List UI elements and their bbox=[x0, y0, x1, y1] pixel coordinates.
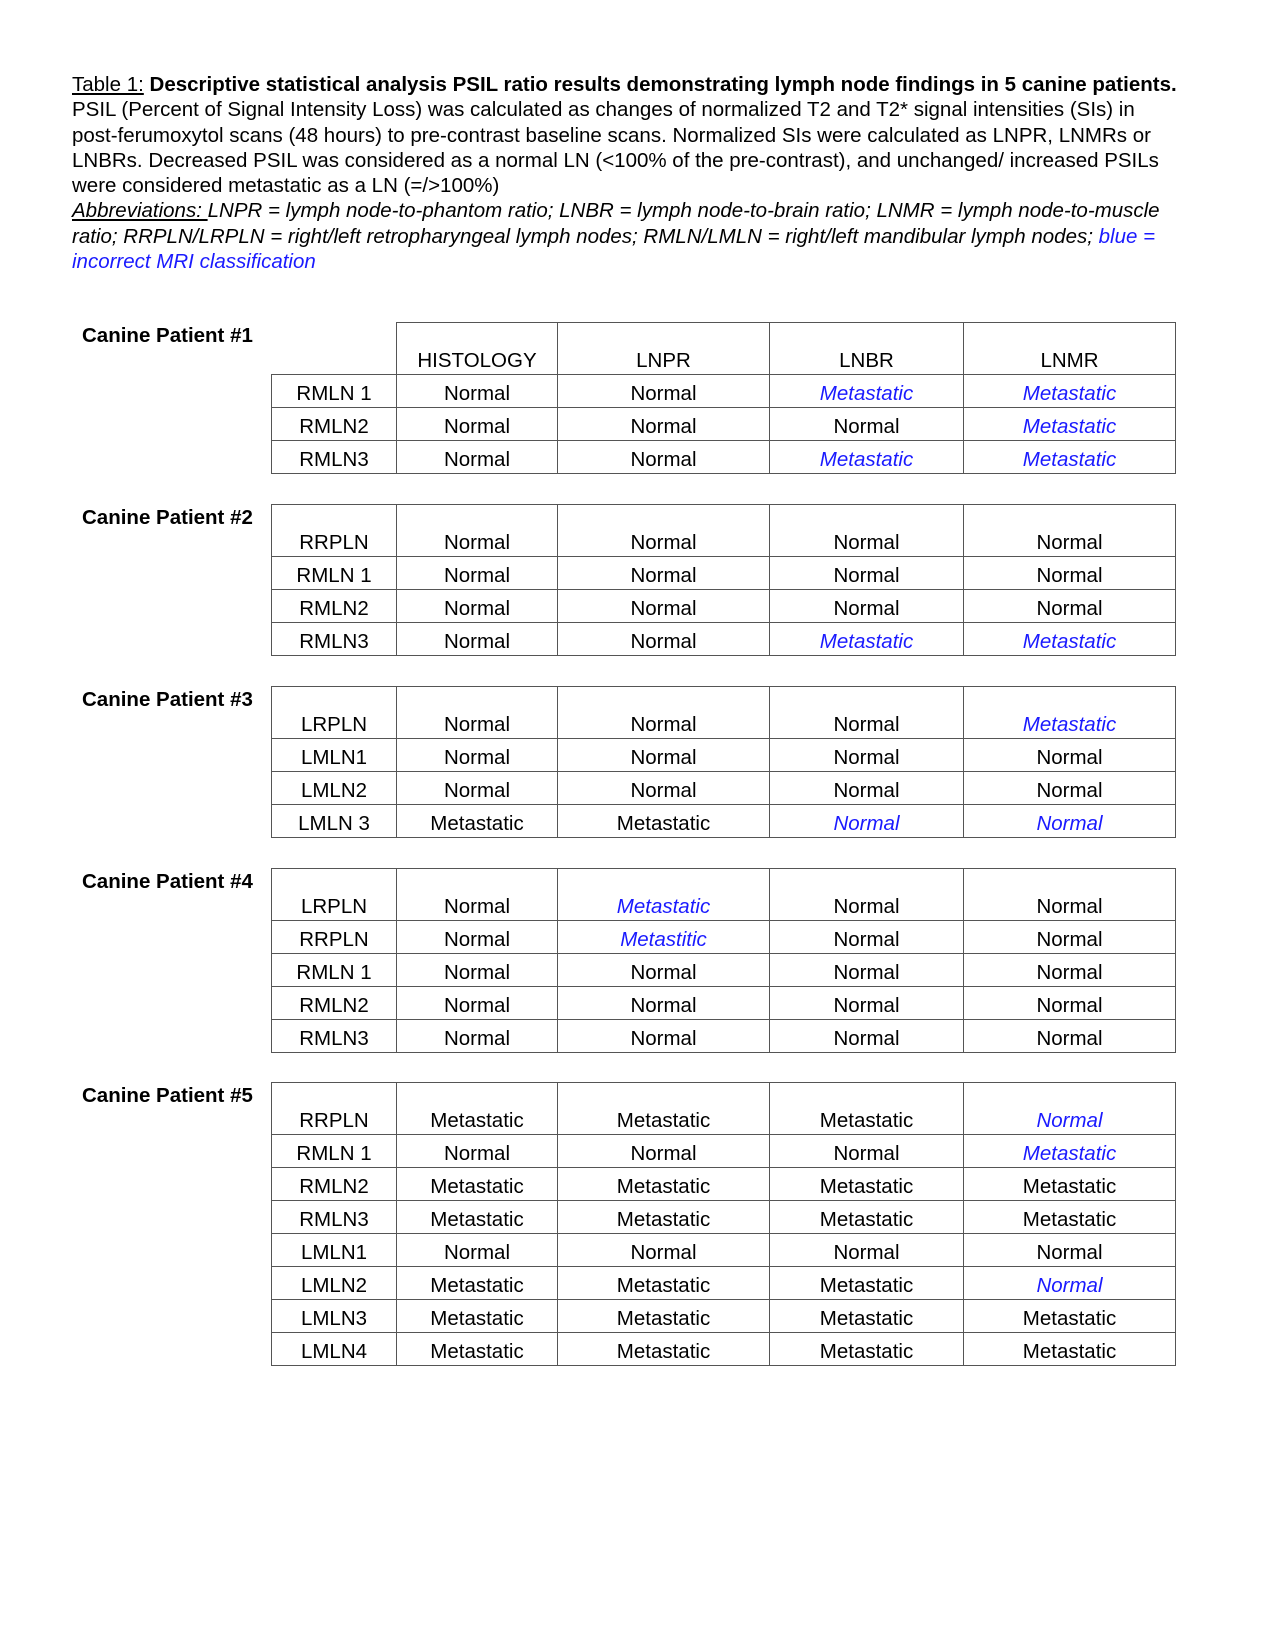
lymph-node-cell: RMLN 1 bbox=[272, 954, 397, 987]
lymph-node-cell: RMLN2 bbox=[272, 590, 397, 623]
lymph-node-cell: RMLN3 bbox=[272, 1201, 397, 1234]
patient-label: Canine Patient #1 bbox=[82, 324, 253, 347]
lymph-node-cell: LMLN2 bbox=[272, 772, 397, 805]
patient-label: Canine Patient #5 bbox=[82, 1084, 253, 1107]
classification-cell: Metastatic bbox=[770, 375, 964, 408]
lymph-node-cell: RMLN3 bbox=[272, 1020, 397, 1053]
classification-cell: Normal bbox=[397, 441, 558, 474]
classification-cell: Normal bbox=[770, 1020, 964, 1053]
table-row bbox=[272, 805, 1176, 838]
table-row bbox=[272, 408, 1176, 441]
column-header bbox=[272, 323, 397, 375]
classification-cell: Metastatic bbox=[558, 869, 770, 921]
caption-label: Table 1: bbox=[72, 73, 144, 96]
classification-cell: Normal bbox=[397, 1020, 558, 1053]
header-row bbox=[272, 323, 1176, 375]
classification-cell: Normal bbox=[558, 987, 770, 1020]
classification-cell: Normal bbox=[558, 623, 770, 656]
classification-cell: Normal bbox=[770, 505, 964, 557]
classification-cell: Normal bbox=[770, 1135, 964, 1168]
classification-cell: Metastatic bbox=[964, 375, 1176, 408]
classification-cell: Metastitic bbox=[558, 921, 770, 954]
lymph-node-cell: LMLN2 bbox=[272, 1267, 397, 1300]
classification-cell: Normal bbox=[397, 375, 558, 408]
lymph-node-cell: RMLN3 bbox=[272, 441, 397, 474]
classification-cell: Normal bbox=[770, 987, 964, 1020]
classification-cell: Normal bbox=[397, 921, 558, 954]
classification-cell: Metastatic bbox=[558, 1267, 770, 1300]
classification-cell: Normal bbox=[397, 739, 558, 772]
lymph-node-cell: LMLN3 bbox=[272, 1300, 397, 1333]
classification-cell: Metastatic bbox=[558, 805, 770, 838]
classification-cell: Metastatic bbox=[770, 1168, 964, 1201]
classification-cell: Normal bbox=[964, 1020, 1176, 1053]
classification-cell: Metastatic bbox=[964, 1168, 1176, 1201]
classification-cell: Normal bbox=[397, 772, 558, 805]
classification-cell: Normal bbox=[397, 557, 558, 590]
lymph-node-cell: RMLN3 bbox=[272, 623, 397, 656]
classification-cell: Normal bbox=[558, 441, 770, 474]
classification-cell: Normal bbox=[770, 1234, 964, 1267]
classification-cell: Metastatic bbox=[558, 1168, 770, 1201]
classification-cell: Normal bbox=[964, 1267, 1176, 1300]
classification-cell: Metastatic bbox=[770, 1300, 964, 1333]
classification-cell: Normal bbox=[397, 987, 558, 1020]
classification-cell: Metastatic bbox=[964, 1201, 1176, 1234]
classification-cell: Metastatic bbox=[770, 1267, 964, 1300]
classification-cell: Metastatic bbox=[964, 408, 1176, 441]
classification-cell: Metastatic bbox=[397, 1168, 558, 1201]
classification-cell: Normal bbox=[397, 1135, 558, 1168]
classification-cell: Metastatic bbox=[770, 1083, 964, 1135]
patient-table bbox=[271, 1082, 1176, 1366]
classification-cell: Metastatic bbox=[964, 623, 1176, 656]
lymph-node-cell: LRPLN bbox=[272, 687, 397, 739]
table-row bbox=[272, 987, 1176, 1020]
classification-cell: Normal bbox=[770, 557, 964, 590]
classification-cell: Normal bbox=[770, 772, 964, 805]
classification-cell: Metastatic bbox=[770, 623, 964, 656]
lymph-node-cell: RMLN2 bbox=[272, 987, 397, 1020]
classification-cell: Normal bbox=[770, 805, 964, 838]
patient-table bbox=[271, 504, 1176, 656]
lymph-node-cell: RMLN 1 bbox=[272, 557, 397, 590]
classification-cell: Normal bbox=[397, 623, 558, 656]
table-row bbox=[272, 1267, 1176, 1300]
classification-cell: Normal bbox=[397, 954, 558, 987]
lymph-node-cell: RMLN 1 bbox=[272, 1135, 397, 1168]
patient-label: Canine Patient #4 bbox=[82, 870, 253, 893]
caption-body: PSIL (Percent of Signal Intensity Loss) was calculated as changes of normalized T2 and T2* signal intensities (SIs) in post-ferumoxytol scans (48 hours) to pre-contrast baseline scans. Normalized SIs were calculated as LNPR, LNMRs or LNBRs. Decreased PSIL was considered as a normal LN (<100% of the pre-contrast), and unchanged/ increased PSILs were considered metastatic as a LN (=/>100%) bbox=[72, 98, 1159, 198]
lymph-node-cell: LMLN1 bbox=[272, 739, 397, 772]
classification-cell: Normal bbox=[397, 590, 558, 623]
table-row bbox=[272, 1201, 1176, 1234]
abbrev-text: LNPR = lymph node-to-phantom ratio; LNBR = lymph node-to-brain ratio; LNMR = lymph node-to-muscle ratio; RRPLN/LRPLN = right/left retropharyngeal lymph nodes; RMLN/LMLN = right/left mandibular lymph nodes; bbox=[72, 199, 1160, 248]
table-row bbox=[272, 921, 1176, 954]
table-row bbox=[272, 375, 1176, 408]
classification-cell: Metastatic bbox=[397, 1300, 558, 1333]
lymph-node-cell: LMLN 3 bbox=[272, 805, 397, 838]
lymph-node-cell: LMLN1 bbox=[272, 1234, 397, 1267]
table-caption bbox=[72, 72, 1182, 274]
table-row bbox=[272, 687, 1176, 739]
classification-cell: Normal bbox=[964, 505, 1176, 557]
patient-label: Canine Patient #2 bbox=[82, 506, 253, 529]
classification-cell: Normal bbox=[397, 408, 558, 441]
classification-cell: Metastatic bbox=[770, 1201, 964, 1234]
caption-title: Descriptive statistical analysis PSIL ratio results demonstrating lymph node findings in 5 canine patients. bbox=[143, 73, 1177, 96]
legend-blue: blue = incorrect MRI classification bbox=[72, 224, 1156, 274]
table-row bbox=[272, 1234, 1176, 1267]
classification-cell: Normal bbox=[770, 869, 964, 921]
lymph-node-cell: LMLN4 bbox=[272, 1333, 397, 1366]
patient-table bbox=[271, 686, 1176, 838]
table-row bbox=[272, 1168, 1176, 1201]
classification-cell: Normal bbox=[558, 1020, 770, 1053]
classification-cell: Metastatic bbox=[964, 1135, 1176, 1168]
classification-cell: Normal bbox=[558, 954, 770, 987]
abbrev-label: Abbreviations: bbox=[72, 199, 208, 223]
table-row bbox=[272, 1020, 1176, 1053]
classification-cell: Normal bbox=[964, 739, 1176, 772]
table-row bbox=[272, 772, 1176, 805]
patient-label: Canine Patient #3 bbox=[82, 688, 253, 711]
classification-cell: Metastatic bbox=[558, 1083, 770, 1135]
lymph-node-cell: LRPLN bbox=[272, 869, 397, 921]
classification-cell: Normal bbox=[558, 1234, 770, 1267]
column-header: LNMR bbox=[964, 323, 1176, 375]
patient-table bbox=[271, 322, 1176, 474]
classification-cell: Normal bbox=[558, 505, 770, 557]
classification-cell: Normal bbox=[964, 772, 1176, 805]
table-row bbox=[272, 623, 1176, 656]
classification-cell: Normal bbox=[770, 590, 964, 623]
lymph-node-cell: RMLN2 bbox=[272, 408, 397, 441]
column-header: HISTOLOGY bbox=[397, 323, 558, 375]
classification-cell: Metastatic bbox=[558, 1333, 770, 1366]
classification-cell: Normal bbox=[558, 1135, 770, 1168]
lymph-node-cell: RRPLN bbox=[272, 921, 397, 954]
classification-cell: Normal bbox=[558, 557, 770, 590]
classification-cell: Normal bbox=[964, 590, 1176, 623]
classification-cell: Normal bbox=[964, 805, 1176, 838]
table-row bbox=[272, 1300, 1176, 1333]
lymph-node-cell: RMLN 1 bbox=[272, 375, 397, 408]
table-row bbox=[272, 590, 1176, 623]
classification-cell: Metastatic bbox=[558, 1201, 770, 1234]
classification-cell: Normal bbox=[558, 375, 770, 408]
column-header: LNPR bbox=[558, 323, 770, 375]
lymph-node-cell: RMLN2 bbox=[272, 1168, 397, 1201]
classification-cell: Metastatic bbox=[397, 1267, 558, 1300]
classification-cell: Normal bbox=[397, 869, 558, 921]
classification-cell: Normal bbox=[558, 408, 770, 441]
classification-cell: Normal bbox=[964, 557, 1176, 590]
classification-cell: Normal bbox=[770, 954, 964, 987]
classification-cell: Metastatic bbox=[964, 687, 1176, 739]
table-row bbox=[272, 1083, 1176, 1135]
column-header: LNBR bbox=[770, 323, 964, 375]
classification-cell: Metastatic bbox=[770, 441, 964, 474]
classification-cell: Normal bbox=[397, 505, 558, 557]
table-row bbox=[272, 1135, 1176, 1168]
table-row bbox=[272, 869, 1176, 921]
table-row bbox=[272, 1333, 1176, 1366]
classification-cell: Metastatic bbox=[558, 1300, 770, 1333]
classification-cell: Metastatic bbox=[397, 805, 558, 838]
table-row bbox=[272, 739, 1176, 772]
classification-cell: Normal bbox=[770, 739, 964, 772]
table-row bbox=[272, 954, 1176, 987]
classification-cell: Normal bbox=[964, 1083, 1176, 1135]
classification-cell: Normal bbox=[964, 1234, 1176, 1267]
classification-cell: Normal bbox=[964, 921, 1176, 954]
lymph-node-cell: RRPLN bbox=[272, 1083, 397, 1135]
classification-cell: Normal bbox=[964, 954, 1176, 987]
classification-cell: Metastatic bbox=[964, 1300, 1176, 1333]
classification-cell: Normal bbox=[558, 739, 770, 772]
classification-cell: Metastatic bbox=[397, 1083, 558, 1135]
lymph-node-cell: RRPLN bbox=[272, 505, 397, 557]
classification-cell: Normal bbox=[770, 408, 964, 441]
classification-cell: Metastatic bbox=[397, 1201, 558, 1234]
table-row bbox=[272, 441, 1176, 474]
classification-cell: Metastatic bbox=[964, 441, 1176, 474]
classification-cell: Normal bbox=[397, 1234, 558, 1267]
classification-cell: Normal bbox=[397, 687, 558, 739]
classification-cell: Normal bbox=[964, 987, 1176, 1020]
classification-cell: Normal bbox=[964, 869, 1176, 921]
patient-table bbox=[271, 868, 1176, 1053]
classification-cell: Normal bbox=[558, 687, 770, 739]
classification-cell: Metastatic bbox=[964, 1333, 1176, 1366]
classification-cell: Metastatic bbox=[770, 1333, 964, 1366]
table-row bbox=[272, 557, 1176, 590]
classification-cell: Normal bbox=[558, 772, 770, 805]
classification-cell: Normal bbox=[770, 921, 964, 954]
classification-cell: Normal bbox=[558, 590, 770, 623]
classification-cell: Normal bbox=[770, 687, 964, 739]
classification-cell: Metastatic bbox=[397, 1333, 558, 1366]
table-row bbox=[272, 505, 1176, 557]
